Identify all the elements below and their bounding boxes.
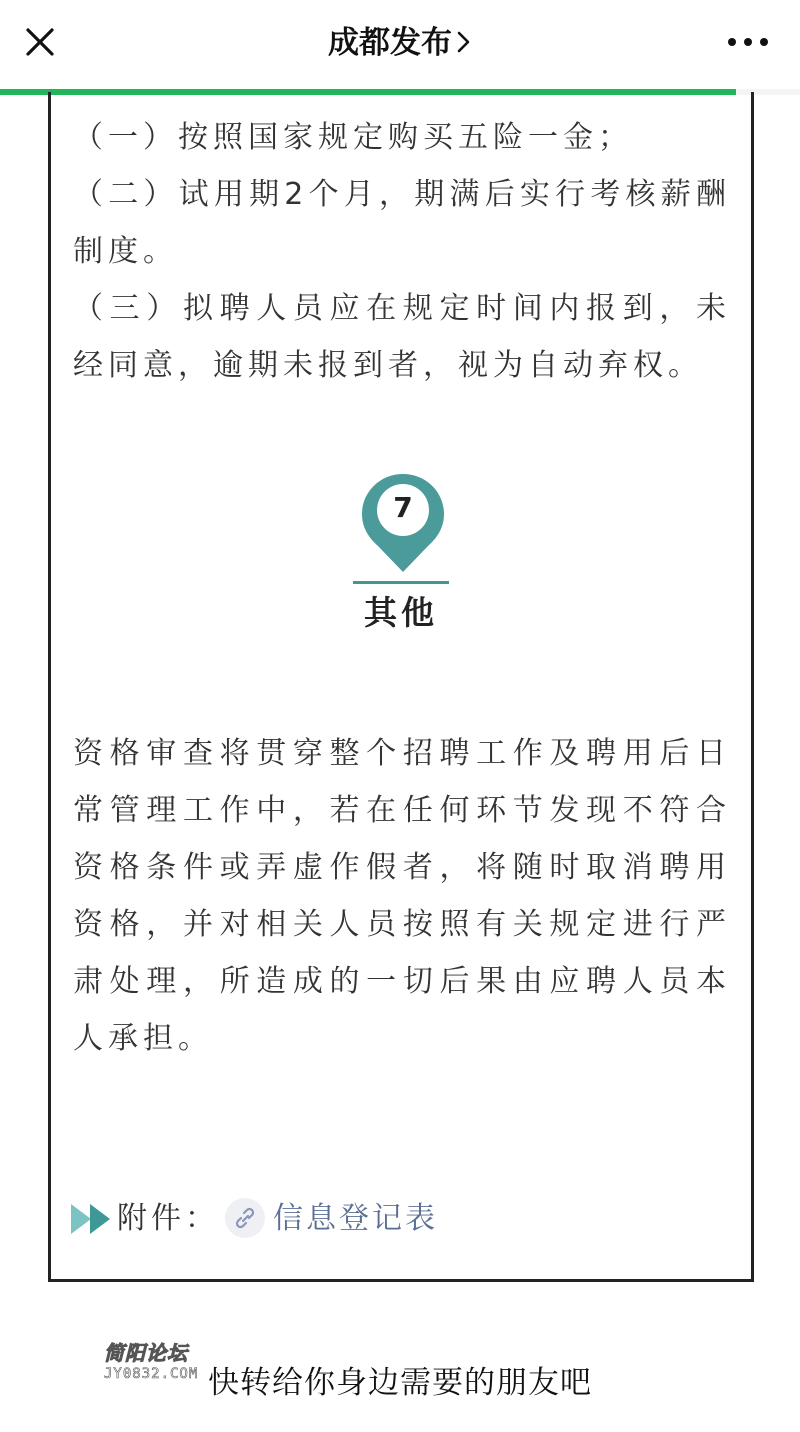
top-bar: [0, 0, 800, 90]
attachment-link[interactable]: 信息登记表: [273, 1201, 438, 1236]
attachment-row: [71, 1194, 731, 1244]
more-button[interactable]: [726, 30, 770, 54]
benefit-item-1: （一）按照国家规定购买五险一金；: [73, 120, 633, 155]
forum-watermark: [104, 1340, 214, 1390]
watermark-url: JY0832.COM: [104, 1366, 199, 1382]
double-arrow-icon: [71, 1204, 113, 1234]
benefit-item-3: （三）拟聘人员应在规定时间内报到，未经同意，逾期未报到者，视为自动弃权。: [73, 291, 731, 383]
page-title: 成都发布: [328, 25, 452, 61]
section-number: 7: [393, 491, 413, 524]
attachment-label: 附件：: [117, 1201, 219, 1236]
watermark-title: 简阳论坛: [104, 1341, 188, 1365]
link-icon: [225, 1198, 265, 1238]
article-card: [48, 92, 754, 1282]
chevron-right-icon: [456, 22, 472, 68]
more-dots-icon: [726, 30, 770, 54]
section-title: 其他: [364, 593, 438, 632]
other-body-text: 资格审查将贯穿整个招聘工作及聘用后日常管理工作中，若在任何环节发现不符合资格条件或弄虚作假者，将随时取消聘用资格，并对相关人员按照有关规定进行严肃处理，所造成的一切后果由应聘人员本人承担。: [73, 736, 731, 1056]
section-number-badge: [358, 470, 448, 576]
benefit-item-2: （二）试用期2个月，期满后实行考核薪酬制度。: [73, 177, 731, 269]
section-underline: [353, 581, 449, 584]
account-title-link[interactable]: [0, 20, 800, 68]
share-prompt: 快转给你身边需要的朋友吧: [208, 1365, 592, 1401]
